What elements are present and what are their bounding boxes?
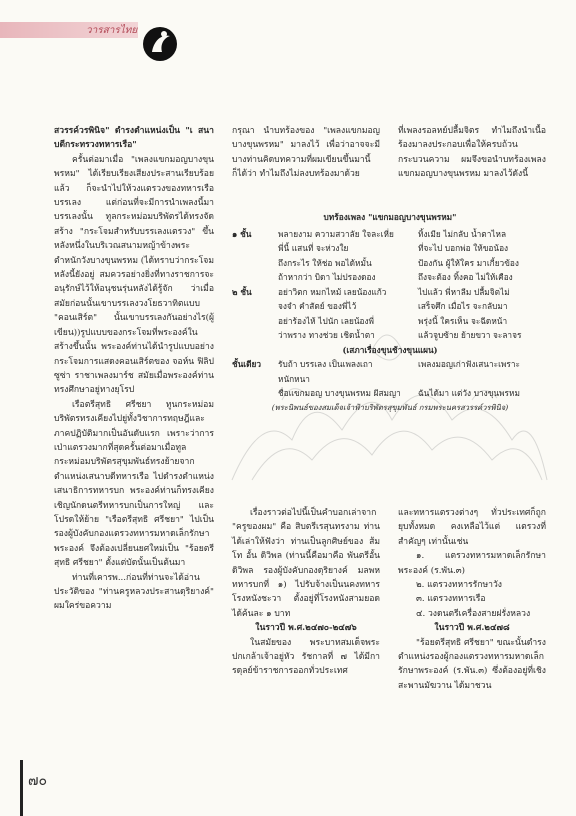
lyric-row	[232, 256, 548, 271]
lyric-a: ถ้าหากว่า บิดา ไม่ปรองดอง	[278, 272, 376, 282]
lyric-label: ๑ ชั้น	[232, 228, 252, 239]
lyric-row	[232, 241, 548, 256]
paragraph: "ร้อยตรีสุทธิ ศรีชยา" ขณะนั้นดำรงตำแหน่งรองผู้กองแตรวงทหารมหาดเล็กรักษาพระองค์ (ร.พัน.๓) ซึ่งต้องอยู่ที่เชิงสะพานมัฆวาน ได้มาชวน	[398, 637, 546, 691]
lyric-b: ไปแล้ว พี่หาลีม ปลื้มจิตไม่	[418, 286, 510, 297]
paragraph: และทหารแตรวงต่างๆ ทั่วประเทศก็ถูกยุบทั้งหมด คงเหลือไว้แต่ แตรวงที่สำคัญๆ เท่านั้นเช่น	[398, 508, 546, 547]
lyric-a: อย่าร้องไห้ ไปนัก เลยน้องพี่	[278, 315, 375, 326]
paragraph: ในสมัยของ พระบาทสมเด็จพระปกเกล้าเจ้าอยู่หัว รัชกาลที่ ๗ ได้มีการดุลย์ข้าราชการออกทั่วประเทศ	[232, 637, 380, 677]
paragraph: เรื่องราวต่อไปนี้เป็นคำบอกเล่าจาก "ครูของผม" คือ สิบตรีเรสุนทรงาม ท่านได้เล่าให้ฟังว่า ท่านเป็นลูกศิษย์ของ ส้มโท อั้น ดิวิพล (ท่านนี้คือมาคือ พันตรีอั้น ดิวิพล รองผู้บังคับกองดุริยางค์ มลพหทหารบกที่ ๑) ไปรับจ้างเป็นนคงทหารโรงหนังชะวา ตั้งอยู่ที่โรงหนังสามยอดได้ค้นละ ๑ บาท	[232, 508, 380, 619]
page-number: ๗๐	[28, 773, 48, 789]
lyric-a: ว่าพราง ทางช่วย เชิดน้ำตา	[278, 330, 375, 340]
column-2-top	[232, 124, 380, 182]
lyric-label	[232, 299, 278, 314]
lyric-row	[232, 299, 548, 314]
list-item: ๑. แตรวงทหารมหาดเล็กรักษาพระองค์ (ร.พัน.๓)	[398, 551, 546, 576]
lyric-a: รับถ้า บรรเลง เป็นเพลงเถา	[278, 359, 373, 369]
lyric-b: เพลงมอญเก่าฟังเสนาะเพราะ	[418, 359, 520, 369]
section-date: ในราวปี พ.ศ.๒๔๗๐-๒๔๗๖	[255, 623, 357, 634]
paragraph: ครั้นต่อมาเมื่อ "เพลงแขกมอญบางขุนพรหม" ได้เรียบเรียงเสียงประสานเรียบร้อยแล้ว ก็จะนำไปให้วงแตรวงของทหารเรือบรรเลง แต่ก่อนที่จะมีการนำเพลงนี้มาบรรเลงนั้น ทูลกระหม่อมบริพัตรได้ทรงจัดสร้าง "กระโจมสำหรับบรรเลงแตรวง" ขึ้นหลังหนึ่งในบริเวณสนามหญ้าข้างพระตำหนักวังบางขุนพรหม (ได้ทราบว่ากระโจมหลังนี้ยังอยู่ สมควรอย่างยิ่งที่ทางราชการจะอนุรักษ์ไว้ให้อนุชนรุ่นหลังได้รู้จัก ว่าเมื่อสมัยก่อนนั้นเขาบรรเลงวงโยธวาทิตแบบ "คอนเสิร์ต" นั้นเขาบรรเลงกันอย่างไร(ผู้เขียน))รูปแบบของกระโจมที่พระองค์ในสร้างขึ้นนั้น พระองค์ท่านได้นำรูปแบบอย่าง กระโจมการแสดงคอนเสิร์ตของ จอห์น ฟิลิปซูซ่า ราชาเพลงมาร์ช สมัยเมื่อพระองค์ท่านทรงศึกษาอยู่ทางยุโรป	[54, 154, 214, 396]
lyric-row	[232, 386, 548, 401]
list-item: ๒. แตรวงทหารรักษาวัง	[416, 580, 502, 591]
magazine-logo-icon	[140, 22, 180, 68]
lyric-label: ชั้นเดียว	[232, 359, 262, 369]
list-item: ๔. วงดนตรีเครื่องสายฝรั่งหลวง	[416, 608, 531, 619]
lyric-source: (เสภาเรื่องขุนช้างขุนแผน)	[342, 344, 438, 355]
lyric-note: (พระนิพนธ์ของสมเด็จเจ้าฟ้าบริพัตรสุขุมพันธ์ กรมพระนครสวรรค์วรพินิจ)	[271, 402, 509, 412]
lyric-b: ที่จะไป บอกพ่อ ให้ขอน้อง	[418, 243, 509, 253]
column-3-bottom	[398, 506, 546, 693]
lyric-a: ถึงกระไร ให้ช่อ พอได้หมั้น	[278, 257, 372, 268]
paragraph: ที่เพลงรอลหย์ปลื้มจิตร ทำไมถึงนำเนื้อร้องมาลงประกอบเพื่อให้ครบถ้วนกระบวนความ ผมจึงขอนำบทร้องเพลงแขกมอญบางขุนพรหม มาลงไว้ดังนี้	[398, 126, 546, 180]
lyric-a: พี่นี้ แสนที่ จะห่วงใย	[278, 243, 349, 253]
lyric-a: จงจำ คำสัตย์ ของพี่ไว้	[278, 301, 357, 311]
lyric-a: อย่าวิตก หมกไหม้ เลยน้องแก้ว	[278, 286, 387, 297]
lyric-b: ถึงจะต้อง ทิ้งคอ ไม่ให้เคือง	[418, 272, 513, 282]
lyric-row	[232, 372, 548, 387]
lyric-label	[232, 328, 278, 343]
lyric-row	[232, 285, 548, 300]
paragraph: เรือตรีสุทธิ ศรีชยา ทูนกระหม่อมบริพัตรทรงเคียงไปยู่ทั้งวิชาการทฤษฎีและภาคปฏิบัติมากเป็นอันดับแรก เพราะว่าการเป่าแตรวงมากที่สุดครั้นต่อมาเมื่อทูลกระหม่อมบริพัตรสุขุมพันธ์ทรงย้ายจากตำแหน่งเสนาบดีทหารเรือ ไปดำรงตำแหน่งเสนาธิการทหารบก พระองค์ท่านก็ทรงเคียงเชิญนักดนตรีทหารบกเป็นการใหญ่ และโปรดให้ย้าย "เรือตรีสุทธิ ศรีชยา" ไปเป็นรองผู้บังคับกองแตรวงทหารมหาดเล็กรักษาพระองค์ จึงต้องเปลี่ยนยศใหม่เป็น "ร้อยตรีสุทธิ ศรีชยา" ตั้งแต่บัดนั้นเป็นต้นมา	[54, 399, 214, 569]
lyric-row	[232, 227, 548, 242]
lyric-a: พลายงาม ความสวาลัย ใจละเหี่ย	[278, 228, 394, 239]
lyric-b: เสร็จศึก เมื่อไร จะกลับมา	[418, 301, 508, 311]
lyric-b: ทิ้งเมีย ไม่กลับ น้ำตาไหล	[418, 228, 507, 239]
lyric-row	[232, 357, 548, 372]
lyric-b: ป้องกัน ผู้ให้ใคร มาเกี้ยวข้อง	[418, 257, 519, 268]
song-lyrics	[232, 210, 548, 415]
lyric-a: ชื่อแขกมอญ บางขุนพรหม ผีสมญา	[278, 388, 401, 398]
lyric-b: แล้วจูบซ้าย ย้ายขวา จะลาจร	[418, 330, 522, 340]
column-1	[54, 124, 214, 614]
page-edge-line	[20, 760, 23, 816]
column-2-bottom	[232, 506, 380, 679]
lyric-label: ๒ ชั้น	[232, 286, 252, 297]
lyric-label	[232, 256, 278, 271]
lyric-label	[232, 270, 278, 285]
lyric-row	[232, 328, 548, 343]
lyric-row	[232, 314, 548, 329]
lyric-row	[232, 270, 548, 285]
column-3-top	[398, 124, 546, 182]
lyric-b: ฉันได้มา แต่วัง บางขุนพรหม	[418, 388, 520, 398]
lyric-label	[232, 241, 278, 256]
song-heading: บทร้องเพลง "แขกมอญบางขุนพรหม"	[323, 212, 457, 222]
section-date: ในราวปี พ.ศ.๒๔๗๘	[434, 623, 510, 634]
list-item: ๓. แตรวงทหารเรือ	[416, 594, 486, 605]
lyric-b: พรุ่งนี้ ใครเห็น จะฉีดหน้า	[418, 315, 508, 326]
paragraph: ท่านที่เคารพ...ก่อนที่ท่านจะได้อ่านประวัติของ "ท่านครูหลวงประสานดุริยางค์" ผมใคร่ขอความ	[54, 572, 214, 612]
magazine-title: วารสารไทย	[86, 25, 138, 36]
paragraph: สวรรค์วรพินิจ" ดำรงตำแหน่งเป็น "เ สนาบดีกระทรวงทหารเรือ"	[54, 126, 214, 151]
lyric-a: หนักหนา	[278, 373, 310, 384]
paragraph: กรุณา นำบทร้องของ "เพลงแขกมอญบางขุนพรหม" มาลงไว้ เพื่อว่าอาจจะมีบางท่านคิดบทความที่ผมเขียนขึ้นมานี้ก็ได้ว่า ทำไมถึงไม่ลงบทร้องมาด้วย	[232, 126, 380, 180]
lyric-label	[232, 314, 278, 329]
